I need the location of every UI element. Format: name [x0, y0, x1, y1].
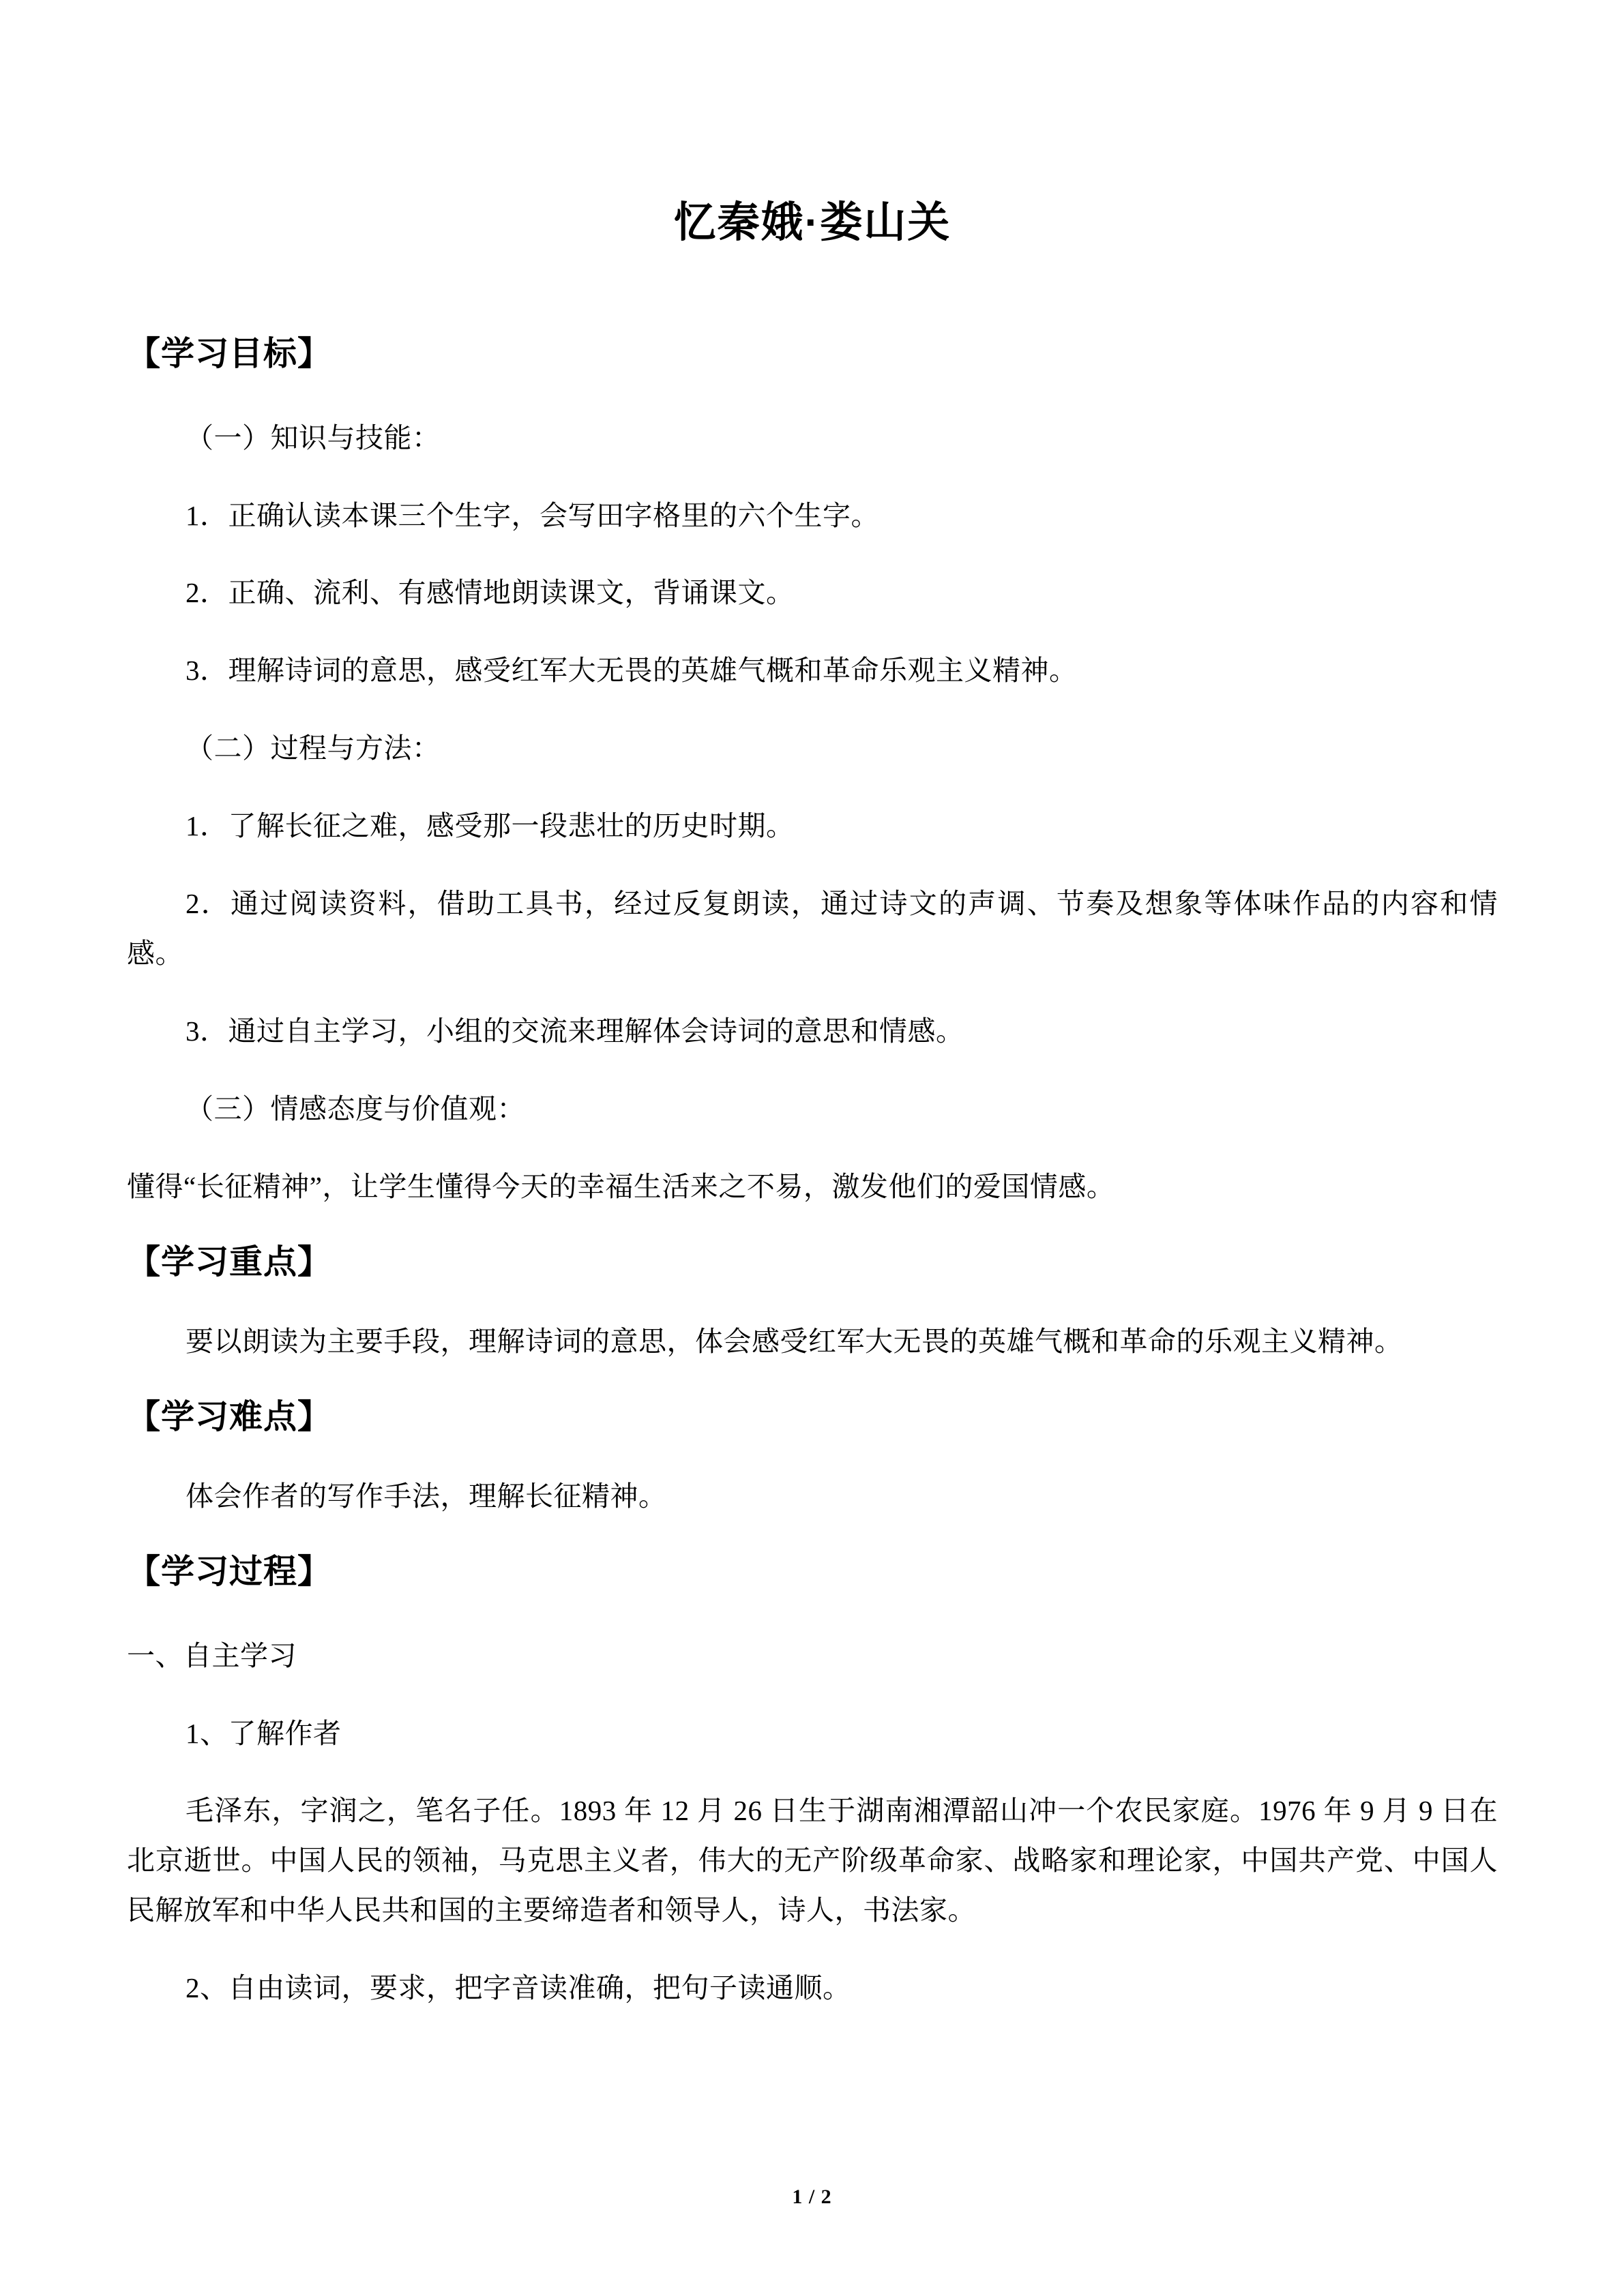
heading-gap	[127, 1595, 1498, 1603]
objectives-item: 3．理解诗词的意思，感受红军大无畏的英雄气概和革命乐观主义精神。	[186, 655, 1078, 687]
objectives-group-3-label: （三）情感态度与价值观：	[186, 1093, 525, 1125]
heading-gap	[127, 1440, 1498, 1444]
document-body	[127, 0, 1498, 2041]
process-item-2-label: 2、自由读词，要求，把字音读准确，把句子读通顺。	[186, 1972, 851, 2004]
process-part-1-label: 一、自主学习	[127, 1639, 297, 1671]
key-points-body: 要以朗读为主要手段，理解诗词的意思，体会感受红军大无畏的英雄气概和革命的乐观主义精神。	[186, 1326, 1403, 1358]
section-heading-difficult-points: 【学习难点】	[127, 1399, 332, 1436]
heading-gap	[127, 377, 1498, 385]
objectives-item: 懂得“长征精神”，让学生懂得今天的幸福生活来之不易，激发他们的爱国情感。	[127, 1171, 1115, 1203]
section-heading-objectives: 【学习目标】	[127, 336, 332, 373]
objectives-group-1-label: （一）知识与技能：	[186, 421, 441, 453]
title-spacer	[127, 248, 1498, 331]
process-item-1-label: 1、了解作者	[186, 1717, 342, 1749]
page-title: 忆秦娥·娄山关	[673, 199, 951, 246]
objectives-group-2-label: （二）过程与方法：	[186, 732, 441, 764]
section-heading-process: 【学习过程】	[127, 1553, 332, 1591]
objectives-item: 1．正确认读本课三个生字，会写田字格里的六个生字。	[186, 499, 879, 531]
difficult-points-body: 体会作者的写作手法，理解长征精神。	[186, 1480, 667, 1512]
process-item-1-body: 毛泽东，字润之，笔名子任。1893 年 12 月 26 日生于湖南湘潭韶山冲一个农民家庭。1976 年 9 月 9 日在北京逝世。中国人民的领袖，马克思主义者，伟大的无产阶级革命家、战略家和理论家，中国共产党、中国人民解放军和中华人民共和国的主要缔造者和领导人，诗人，书法家。	[127, 1795, 1498, 1926]
heading-gap	[127, 1285, 1498, 1289]
objectives-item: 2．通过阅读资料，借助工具书，经过反复朗读，通过诗文的声调、节奏及想象等体味作品的内容和情感。	[127, 888, 1498, 970]
page-number-footer: 1 / 2	[792, 2186, 832, 2208]
objectives-item: 2．正确、流利、有感情地朗读课文，背诵课文。	[186, 577, 795, 609]
objectives-item: 3．通过自主学习，小组的交流来理解体会诗词的意思和情感。	[186, 1015, 964, 1047]
section-heading-key-points: 【学习重点】	[127, 1244, 332, 1281]
objectives-item: 1．了解长征之难，感受那一段悲壮的历史时期。	[186, 810, 795, 842]
